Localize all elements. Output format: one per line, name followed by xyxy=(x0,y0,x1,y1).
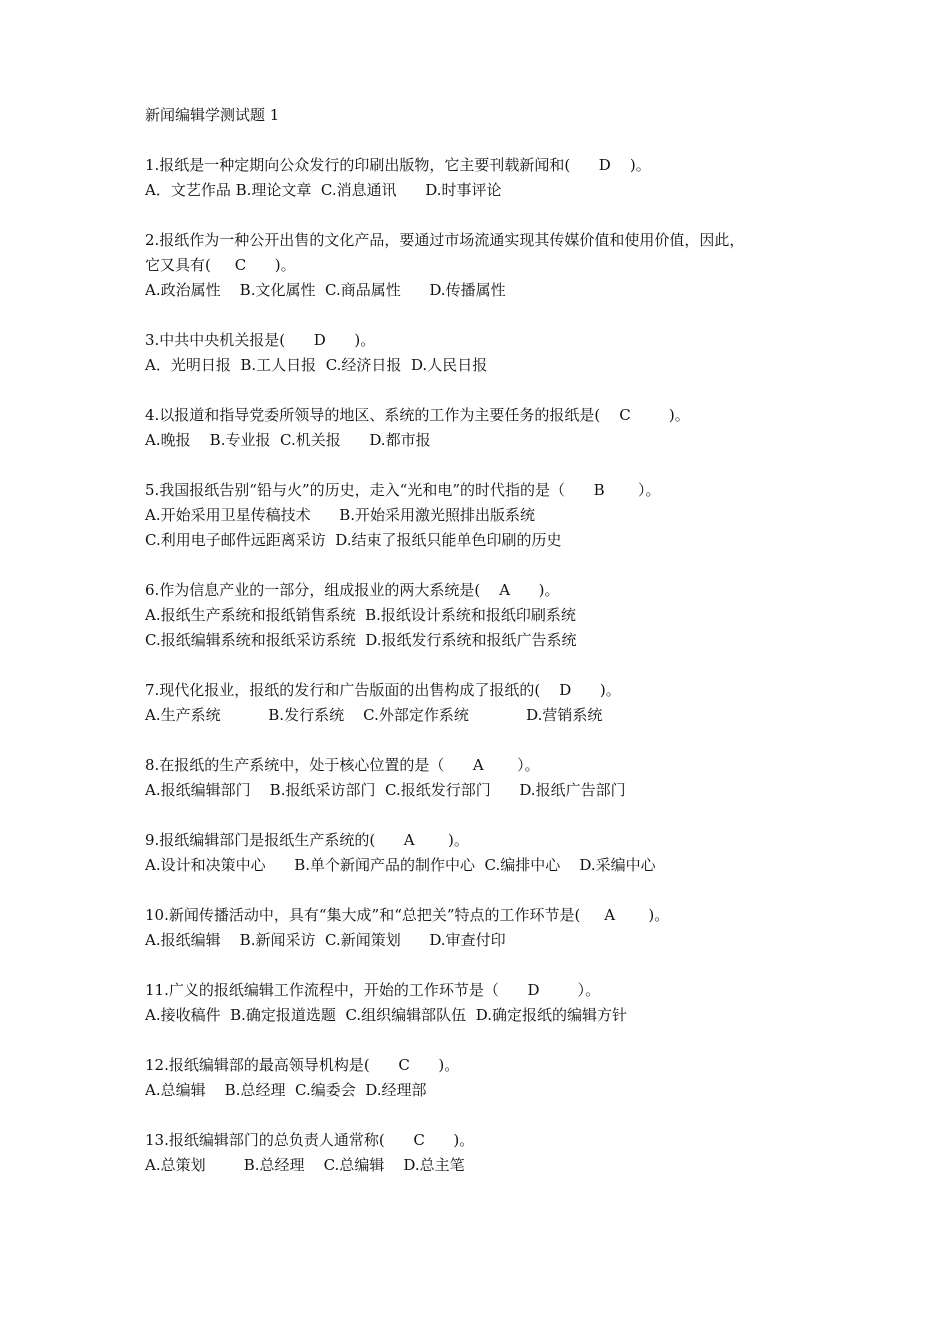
question-5 xyxy=(145,478,825,553)
question-text: 6.作为信息产业的一部分，组成报业的两大系统是( A )。 xyxy=(145,581,560,599)
question-text: 它又具有( C )。 xyxy=(145,256,296,274)
question-text: 3.中共中央机关报是( D )。 xyxy=(145,331,376,349)
question-options: A.报纸编辑 B.新闻采访 C.新闻策划 D.审查付印 xyxy=(145,931,506,949)
question-text: 2.报纸作为一种公开出售的文化产品，要通过市场流通实现其传媒价值和使用价值，因此， xyxy=(145,231,745,249)
question-options: C.利用电子邮件远距离采访 D.结束了报纸只能单色印刷的历史 xyxy=(145,531,562,549)
question-11 xyxy=(145,978,825,1028)
question-9 xyxy=(145,828,825,878)
question-options: A.总策划 B.总经理 C.总编辑 D.总主笔 xyxy=(145,1156,465,1174)
question-options: A.晚报 B.专业报 C.机关报 D.都市报 xyxy=(145,431,431,449)
question-text: 11.广义的报纸编辑工作流程中，开始的工作环节是（ D ）。 xyxy=(145,981,601,999)
question-options: C.报纸编辑系统和报纸采访系统 D.报纸发行系统和报纸广告系统 xyxy=(145,631,577,649)
question-text: 5.我国报纸告别“铅与火”的历史，走入“光和电”的时代指的是（ B ）。 xyxy=(145,481,661,499)
question-options: A.设计和决策中心 B.单个新闻产品的制作中心 C.编排中心 D.采编中心 xyxy=(145,856,656,874)
question-options: A.开始采用卫星传稿技术 B.开始采用激光照排出版系统 xyxy=(145,506,536,524)
question-text: 9.报纸编辑部门是报纸生产系统的( A )。 xyxy=(145,831,469,849)
question-1 xyxy=(145,153,825,203)
question-text: 13.报纸编辑部门的总负责人通常称( C )。 xyxy=(145,1131,475,1149)
question-10 xyxy=(145,903,825,953)
question-text: 10.新闻传播活动中，具有“集大成”和“总把关”特点的工作环节是( A )。 xyxy=(145,906,670,924)
question-8 xyxy=(145,753,825,803)
question-options: A.报纸编辑部门 B.报纸采访部门 C.报纸发行部门 D.报纸广告部门 xyxy=(145,781,626,799)
question-text: 1.报纸是一种定期向公众发行的印刷出版物，它主要刊载新闻和( D )。 xyxy=(145,156,651,174)
question-7 xyxy=(145,678,825,728)
document-page xyxy=(145,103,825,1203)
question-text: 12.报纸编辑部的最高领导机构是( C )。 xyxy=(145,1056,460,1074)
question-options: A.政治属性 B.文化属性 C.商品属性 D.传播属性 xyxy=(145,281,506,299)
question-6 xyxy=(145,578,825,653)
question-options: A.总编辑 B.总经理 C.编委会 D.经理部 xyxy=(145,1081,427,1099)
question-3 xyxy=(145,328,825,378)
question-text: 8.在报纸的生产系统中，处于核心位置的是（ A ）。 xyxy=(145,756,540,774)
question-2 xyxy=(145,228,825,303)
question-options: A.接收稿件 B.确定报道选题 C.组织编辑部队伍 D.确定报纸的编辑方针 xyxy=(145,1006,627,1024)
document-title: 新闻编辑学测试题 1 xyxy=(145,106,280,124)
question-options: A．文艺作品 B.理论文章 C.消息通讯 D.时事评论 xyxy=(145,181,502,199)
question-4 xyxy=(145,403,825,453)
question-12 xyxy=(145,1053,825,1103)
question-options: A．光明日报 B.工人日报 C.经济日报 D.人民日报 xyxy=(145,356,488,374)
question-text: 7.现代化报业，报纸的发行和广告版面的出售构成了报纸的( D )。 xyxy=(145,681,621,699)
question-options: A.报纸生产系统和报纸销售系统 B.报纸设计系统和报纸印刷系统 xyxy=(145,606,576,624)
question-text: 4.以报道和指导党委所领导的地区、系统的工作为主要任务的报纸是( C )。 xyxy=(145,406,690,424)
question-options: A.生产系统 B.发行系统 C.外部定作系统 D.营销系统 xyxy=(145,706,603,724)
question-13 xyxy=(145,1128,825,1178)
